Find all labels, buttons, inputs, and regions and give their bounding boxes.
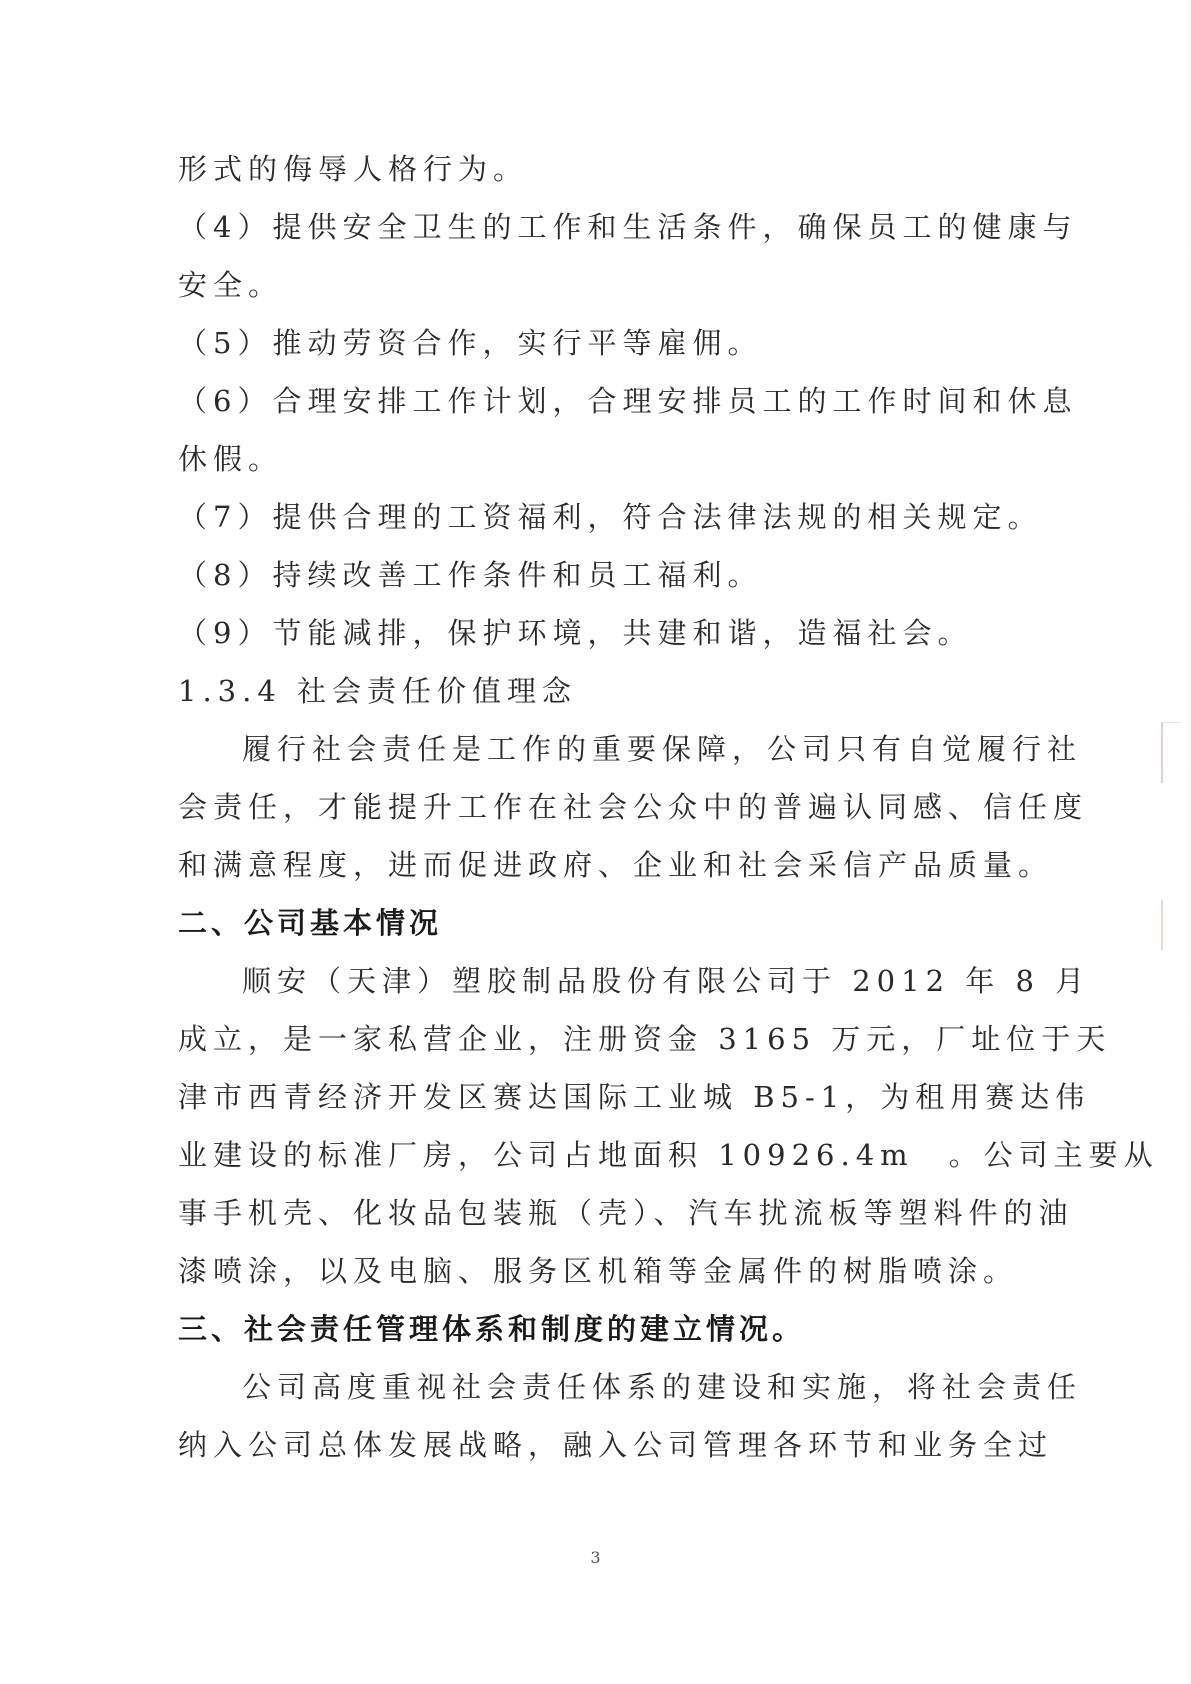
text-line: （6）合理安排工作计划，合理安排员工的工作时间和休息 <box>178 384 1078 418</box>
paragraph-line: 履行社会责任是工作的重要保障，公司只有自觉履行社 <box>242 732 1083 766</box>
paragraph-line: 成立，是一家私营企业，注册资金 3165 万元，厂址位于天 <box>178 1022 1112 1056</box>
page-number: 3 <box>590 1548 601 1567</box>
text-line: （4）提供安全卫生的工作和生活条件，确保员工的健康与 <box>178 210 1078 244</box>
paragraph-line: 纳入公司总体发展战略，融入公司管理各环节和业务全过 <box>178 1428 1054 1462</box>
section-heading-company-info: 二、公司基本情况 <box>178 906 443 940</box>
text-line: 安全。 <box>178 268 284 302</box>
scan-artifact <box>1161 722 1181 783</box>
text-line: 形式的侮辱人格行为。 <box>178 152 529 186</box>
scan-artifact <box>1161 900 1181 950</box>
paragraph-line: 和满意程度，进而促进政府、企业和社会采信产品质量。 <box>178 848 1054 882</box>
text-line: （8）持续改善工作条件和员工福利。 <box>178 558 763 592</box>
text-line: （7）提供合理的工资福利，符合法律法规的相关规定。 <box>178 500 1043 534</box>
paragraph-line: 业建设的标准厂房，公司占地面积 10926.4m 。公司主要从 <box>178 1138 1159 1172</box>
text-line: （5）推动劳资合作，实行平等雇佣。 <box>178 326 763 360</box>
section-heading-responsibility-system: 三、社会责任管理体系和制度的建立情况。 <box>178 1312 806 1346</box>
text-line: （9）节能减排，保护环境，共建和谐，造福社会。 <box>178 616 973 650</box>
paragraph-line: 事手机壳、化妆品包装瓶（壳）、汽车扰流板等塑料件的油 <box>178 1196 1074 1230</box>
paragraph-line: 漆喷涂，以及电脑、服务区机箱等金属件的树脂喷涂。 <box>178 1254 1019 1288</box>
paragraph-line: 公司高度重视社会责任体系的建设和实施，将社会责任 <box>242 1370 1083 1404</box>
page-edge-shadow <box>1187 0 1191 1684</box>
subsection-heading: 1.3.4 社会责任价值理念 <box>178 674 578 708</box>
paragraph-line: 津市西青经济开发区赛达国际工业城 B5-1，为租用赛达伟 <box>178 1080 1091 1114</box>
text-line: 休假。 <box>178 442 284 476</box>
paragraph-line: 会责任，才能提升工作在社会公众中的普遍认同感、信任度 <box>178 790 1089 824</box>
paragraph-line: 顺安（天津）塑胶制品股份有限公司于 2012 年 8 月 <box>242 964 1091 998</box>
page-content <box>178 140 1159 1474</box>
